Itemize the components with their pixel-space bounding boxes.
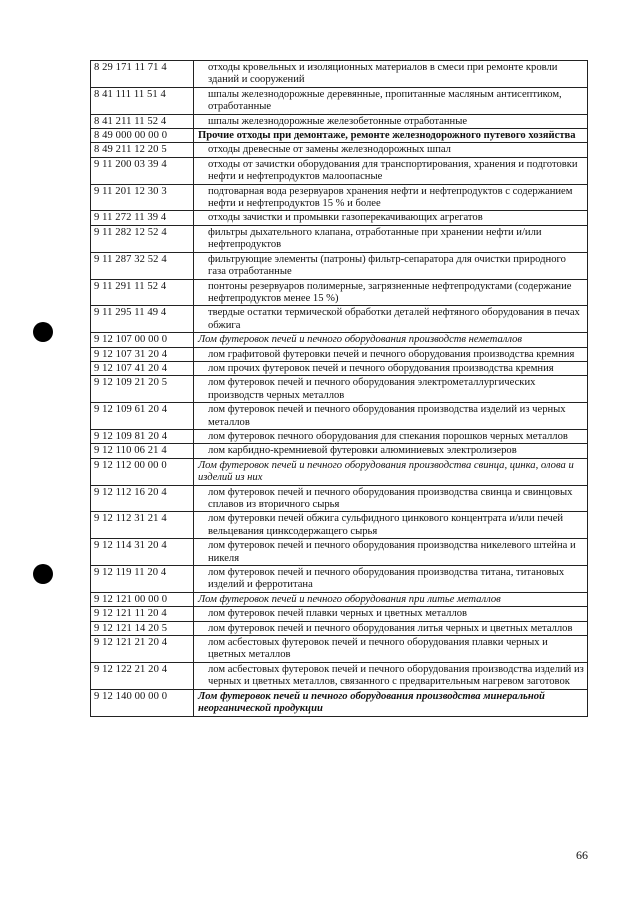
table-row xyxy=(91,306,588,333)
table-row xyxy=(91,129,588,143)
waste-code-cell: 9 11 287 32 52 4 xyxy=(91,252,194,279)
table-row xyxy=(91,592,588,606)
waste-name-cell: Лом футеровок печей и печного оборудования производства минеральной неорганической продукции xyxy=(194,689,588,716)
waste-name-cell: лом графитовой футеровки печей и печного оборудования производства кремния xyxy=(194,347,588,361)
waste-code-cell: 9 12 119 11 20 4 xyxy=(91,566,194,593)
waste-code-cell: 9 12 109 61 20 4 xyxy=(91,403,194,430)
table-row xyxy=(91,444,588,458)
waste-name-cell: лом асбестовых футеровок печей и печного оборудования плавки черных и цветных металлов xyxy=(194,636,588,663)
waste-name-cell: отходы древесные от замены железнодорожных шпал xyxy=(194,143,588,157)
waste-code-cell: 9 12 121 00 00 0 xyxy=(91,592,194,606)
table-row xyxy=(91,279,588,306)
waste-code-cell: 9 12 121 14 20 5 xyxy=(91,621,194,635)
waste-name-cell: лом футеровок печей и печного оборудования производства изделий из черных металлов xyxy=(194,403,588,430)
waste-code-cell: 9 12 107 31 20 4 xyxy=(91,347,194,361)
table-row xyxy=(91,143,588,157)
waste-code-cell: 9 12 112 00 00 0 xyxy=(91,458,194,485)
waste-name-cell: лом футеровок печей и печного оборудования литья черных и цветных металлов xyxy=(194,621,588,635)
table-row xyxy=(91,184,588,211)
waste-code-cell: 9 12 109 81 20 4 xyxy=(91,429,194,443)
waste-code-cell: 9 12 110 06 21 4 xyxy=(91,444,194,458)
table-row xyxy=(91,539,588,566)
waste-name-cell: лом футеровок печей и печного оборудования производства титана, титановых изделий и ферротитана xyxy=(194,566,588,593)
waste-code-cell: 9 11 291 11 52 4 xyxy=(91,279,194,306)
waste-code-cell: 9 11 295 11 49 4 xyxy=(91,306,194,333)
table-row xyxy=(91,376,588,403)
waste-name-cell: лом футеровок печей и печного оборудования производства свинца и свинцовых сплавов из вторичного сырья xyxy=(194,485,588,512)
waste-name-cell: шпалы железнодорожные железобетонные отработанные xyxy=(194,114,588,128)
waste-name-cell: понтоны резервуаров полимерные, загрязненные нефтепродуктами (содержание нефтепродуктов менее 15 %) xyxy=(194,279,588,306)
waste-code-cell: 9 12 121 11 20 4 xyxy=(91,607,194,621)
waste-name-cell: лом футеровки печей обжига сульфидного цинкового концентрата и/или печей вельцевания цинксодержащего сырья xyxy=(194,512,588,539)
waste-code-cell: 9 12 109 21 20 5 xyxy=(91,376,194,403)
table-row xyxy=(91,361,588,375)
waste-name-cell: Лом футеровок печей и печного оборудования производств неметаллов xyxy=(194,333,588,347)
table-row xyxy=(91,607,588,621)
table-row xyxy=(91,225,588,252)
table-row xyxy=(91,458,588,485)
table-row xyxy=(91,512,588,539)
table-row xyxy=(91,621,588,635)
waste-code-cell: 9 12 121 21 20 4 xyxy=(91,636,194,663)
waste-name-cell: Лом футеровок печей и печного оборудования при литье металлов xyxy=(194,592,588,606)
waste-name-cell: лом асбестовых футеровок печей и печного оборудования производства изделий из черных и цветных металлов, связанного с предварительным нагревом заготовок xyxy=(194,662,588,689)
waste-code-cell: 8 29 171 11 71 4 xyxy=(91,61,194,88)
waste-code-cell: 9 12 140 00 00 0 xyxy=(91,689,194,716)
table-row xyxy=(91,211,588,225)
waste-code-cell: 8 49 000 00 00 0 xyxy=(91,129,194,143)
waste-name-cell: лом футеровок печей плавки черных и цветных металлов xyxy=(194,607,588,621)
table-row xyxy=(91,333,588,347)
waste-name-cell: твердые остатки термической обработки деталей нефтяного оборудования в печах обжига xyxy=(194,306,588,333)
waste-code-cell: 9 12 114 31 20 4 xyxy=(91,539,194,566)
table-row xyxy=(91,347,588,361)
waste-code-cell: 9 11 272 11 39 4 xyxy=(91,211,194,225)
waste-name-cell: лом карбидно-кремниевой футеровки алюминиевых электролизеров xyxy=(194,444,588,458)
table-row xyxy=(91,61,588,88)
binder-hole-upper xyxy=(33,322,53,342)
table-row xyxy=(91,636,588,663)
waste-name-cell: шпалы железнодорожные деревянные, пропитанные масляным антисептиком, отработанные xyxy=(194,87,588,114)
table-row xyxy=(91,114,588,128)
waste-name-cell: лом футеровок печей и печного оборудования электрометаллургических производств черных металлов xyxy=(194,376,588,403)
waste-name-cell: отходы зачистки и промывки газоперекачивающих агрегатов xyxy=(194,211,588,225)
table-row xyxy=(91,662,588,689)
waste-code-cell: 8 49 211 12 20 5 xyxy=(91,143,194,157)
table-row xyxy=(91,566,588,593)
waste-name-cell: подтоварная вода резервуаров хранения нефти и нефтепродуктов с содержанием нефти и нефтепродуктов 15 % и более xyxy=(194,184,588,211)
waste-code-cell: 9 11 282 12 52 4 xyxy=(91,225,194,252)
waste-name-cell: лом футеровок печей и печного оборудования производства никелевого штейна и никеля xyxy=(194,539,588,566)
waste-code-cell: 9 12 107 00 00 0 xyxy=(91,333,194,347)
table-row xyxy=(91,485,588,512)
waste-name-cell: Лом футеровок печей и печного оборудования производства свинца, цинка, олова и изделий из них xyxy=(194,458,588,485)
table-row xyxy=(91,252,588,279)
table-row xyxy=(91,689,588,716)
waste-name-cell: отходы кровельных и изоляционных материалов в смеси при ремонте кровли зданий и сооружений xyxy=(194,61,588,88)
waste-name-cell: Прочие отходы при демонтаже, ремонте железнодорожного путевого хозяйства xyxy=(194,129,588,143)
waste-code-cell: 9 12 122 21 20 4 xyxy=(91,662,194,689)
waste-name-cell: фильтрующие элементы (патроны) фильтр-сепаратора для очистки природного газа отработанные xyxy=(194,252,588,279)
table-row xyxy=(91,429,588,443)
waste-code-cell: 9 12 107 41 20 4 xyxy=(91,361,194,375)
waste-name-cell: лом прочих футеровок печей и печного оборудования производства кремния xyxy=(194,361,588,375)
waste-name-cell: отходы от зачистки оборудования для транспортирования, хранения и подготовки нефти и нефтепродуктов малоопасные xyxy=(194,157,588,184)
waste-codes-table xyxy=(90,60,588,717)
waste-code-cell: 9 11 201 12 30 3 xyxy=(91,184,194,211)
waste-code-cell: 9 12 112 16 20 4 xyxy=(91,485,194,512)
waste-code-cell: 8 41 211 11 52 4 xyxy=(91,114,194,128)
waste-name-cell: лом футеровок печного оборудования для спекания порошков черных металлов xyxy=(194,429,588,443)
table-row xyxy=(91,87,588,114)
waste-code-cell: 9 12 112 31 21 4 xyxy=(91,512,194,539)
binder-hole-lower xyxy=(33,564,53,584)
waste-name-cell: фильтры дыхательного клапана, отработанные при хранении нефти и/или нефтепродуктов xyxy=(194,225,588,252)
waste-code-cell: 9 11 200 03 39 4 xyxy=(91,157,194,184)
table-row xyxy=(91,157,588,184)
waste-code-cell: 8 41 111 11 51 4 xyxy=(91,87,194,114)
table-body xyxy=(91,61,588,717)
table-row xyxy=(91,403,588,430)
page-number: 66 xyxy=(576,848,588,862)
